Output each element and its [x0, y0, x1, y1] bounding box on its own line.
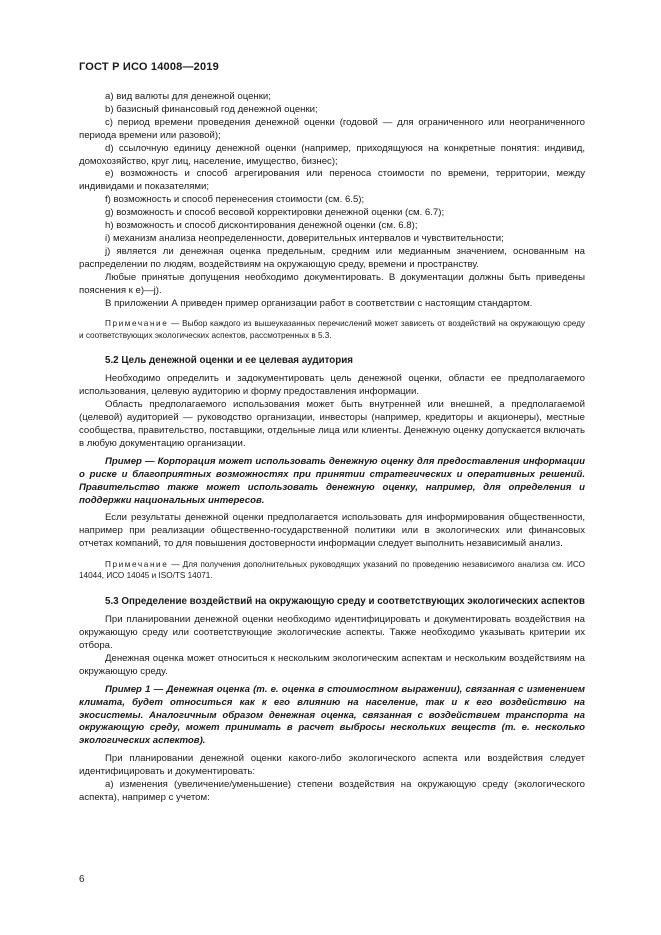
list-item: е) возможность и способ агрегирования или переноса стоимости по времени, территории, между индивидами и показателями;	[79, 168, 585, 193]
note-label: Примечание	[105, 560, 169, 570]
list-item: а) вид валюты для денежной оценки;	[105, 91, 271, 102]
paragraph: Область предполагаемого использования может быть внутренней или внешней, а предполагаемой (целевой) аудиторией — руководство организации, инвесторы (например, кредиторы и акционеры), местные сообщества, правительство, поставщики, отдельные лица или клиенты. Денежную оценку допускается включать в любую документацию организации.	[79, 399, 585, 449]
paragraph: Если результаты денежной оценки предполагается использовать для информирования общественности, например при реализации общественно-государственной политики или в экологических или финансовых отчетах компаний, то для повышения достоверности информации следует выполнить независимый анализ.	[79, 512, 585, 550]
note-label: Примечание	[105, 319, 169, 329]
paragraph-annex: В приложении А приведен пример организации работ в соответствии с настоящим стандартом.	[105, 297, 533, 309]
list-item: g) возможность и способ весовой корректировки денежной оценки (см. 6.7);	[105, 207, 445, 219]
document-header: ГОСТ Р ИСО 14008—2019	[79, 61, 219, 73]
list-item: с) период времени проведения денежной оценки (годовой — для ограниченного или неограниченного периода времени или разовой);	[79, 116, 585, 141]
section-5-2-title: 5.2 Цель денежной оценки и ее целевая аудитория	[105, 354, 353, 366]
list-item: j) является ли денежная оценка предельным, средним или медианным значением, основанным на распределении по людям, воздействиям на окружающую среду, времени и пространству.	[79, 245, 585, 270]
note-2	[79, 559, 585, 581]
section-5-3-title: 5.3 Определение воздействий на окружающую среду и соответствующих экологических аспектов	[105, 595, 585, 607]
list-item: f) возможность и способ перенесения стоимости (см. 6.5);	[105, 194, 365, 206]
example-block: Пример 1 — Денежная оценка (т. е. оценка в стоимостном выражении), связанная с изменением климата, будет относиться как к его влиянию на население, так и к его воздействию на экосистемы. Аналогичным образом денежная оценка, связанная с воздействием транспорта на окружающую среду, может принимать в расчет выбросы нескольких веществ (т. е. несколько экологических аспектов).	[79, 683, 585, 747]
list-item: h) возможность и способ дисконтирования денежной оценки (см. 6.8);	[105, 220, 418, 232]
example-block: Пример — Корпорация может использовать денежную оценку для предоставления информации о риске и благоприятных возможностях при принятии стратегических и оперативных решений. Правительство также может использовать денежную оценку, например, для определения и поддержки национальных интересов.	[79, 455, 585, 506]
paragraph: а) изменения (увеличение/уменьшение) степени воздействия на окружающую среду (экологического аспекта), например с учетом:	[79, 779, 585, 803]
paragraph: При планировании денежной оценки необходимо идентифицировать и документировать воздействия на окружающую среду или соответствующие экологические аспекты. Также необходимо указывать критерии их отбора.	[79, 614, 585, 651]
paragraph: Денежная оценка может относиться к нескольким экологическим аспектам и нескольким воздействиям на окружающую среду.	[79, 652, 585, 677]
list-item: b) базисный финансовый год денежной оценки;	[105, 103, 318, 115]
paragraph-assumptions: Любые принятые допущения необходимо документировать. В документации должны быть приведены пояснения к е)—j).	[79, 271, 585, 296]
list-item: i) механизм анализа неопределенности, доверительных интервалов и чувствительности;	[105, 232, 504, 244]
note-text: — Для получения дополнительных руководящих указаний по проведению независимого анализа см. ИСО 14044, ИСО 14045 и ISO/TS 14071.	[79, 560, 585, 581]
list-item: d) ссылочную единицу денежной оценки (например, приходящуюся на конкретные понятия: индивид, домохозяйство, круг лиц, население, имущество, бизнес);	[79, 142, 585, 167]
note-text: — Выбор каждого из вышеуказанных перечислений может зависеть от воздействий на окружающую среду и соответствующих экологических аспектов, рассмотренных в 5.3.	[79, 319, 585, 340]
page-number: 6	[79, 874, 85, 885]
note-1	[79, 318, 585, 340]
paragraph: Необходимо определить и задокументировать цель денежной оценки, области ее предполагаемого использования, целевую аудиторию и форму предоставления информации.	[79, 373, 585, 398]
document-body	[79, 91, 585, 805]
paragraph: При планировании денежной оценки какого-либо экологического аспекта или воздействия следует идентифицировать и документировать:	[79, 753, 585, 778]
